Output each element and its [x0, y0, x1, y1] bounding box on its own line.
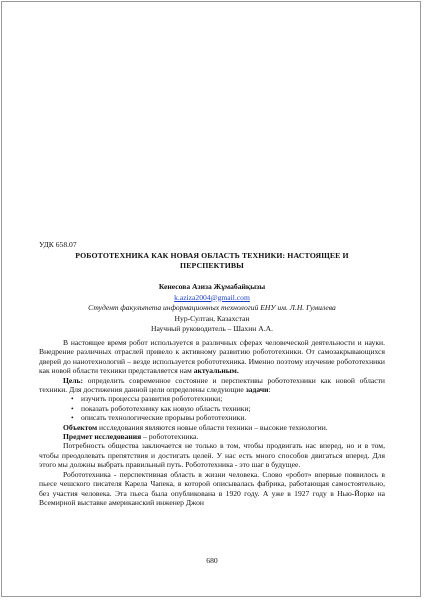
intro-paragraph: [39, 338, 385, 376]
object-text: исследования являются новые области техники – высокие технологии.: [97, 422, 328, 432]
task-item: • изучить процессы развития робототехники;: [71, 394, 385, 403]
tasks-keyword: задачи: [245, 385, 269, 395]
author-block: [39, 282, 385, 335]
paper-body: [39, 338, 385, 507]
goal-paragraph: [39, 376, 385, 395]
task-item: • описать технологические прорывы робототехники.: [71, 413, 385, 422]
goal-text: определить современное состояние и перспективы робототехники как новой области техники. Для достижения данной цели определены следующие: [39, 375, 385, 395]
udk-code: УДК 658.07: [39, 240, 77, 249]
author-location: Нур-Султан, Казахстан: [174, 313, 250, 323]
page-number: 680: [206, 556, 218, 565]
scientific-advisor: Научный руководитель – Шахин А.А.: [151, 324, 273, 334]
need-paragraph: Потребность общества заключается не только в том, чтобы продвигать нас вперед, но и в том, чтобы преодолевать препятствия и достигать целей. У нас есть много способов двигаться вперед. Для этого мы должны выбрать правильный путь. Робототехника - это шаг в будущее.: [39, 441, 385, 470]
author-email-link[interactable]: k.aziza2004@gmail.com: [174, 292, 250, 302]
history-paragraph: Робототехника - перспективная область в жизни человека. Слово «робот» впервые появилось в пьесе чешского писателя Карела Чапека, в которой описывалась фабрика, работающая самостоятельно, без участия человека. Эта пьеса была опубликована в 1920 году. А уже в 1927 году в Нью-Йорке на Всемирной выставке американский инженер Джон: [39, 469, 385, 507]
tasks-list: [39, 394, 385, 422]
author-name: Кенесова Азиза Жұмабайқызы: [158, 282, 266, 291]
task-item: • показать робототехнику как новую область техники;: [71, 404, 385, 413]
title-line-1: РОБОТОТЕХНИКА КАК НОВАЯ ОБЛАСТЬ ТЕХНИКИ: НАСТОЯЩЕЕ И: [75, 251, 349, 260]
title-line-2: ПЕРСПЕКТИВЫ: [180, 261, 244, 270]
relevance-keyword: актуальным.: [193, 366, 239, 376]
goal-colon: :: [268, 385, 271, 395]
subject-text: – робототехника.: [141, 432, 199, 442]
subject-paragraph: [39, 432, 385, 441]
object-label: Объектом: [63, 422, 98, 432]
author-affiliation: Студент факультета информационных технологий ЕНУ им. Л.Н. Гумилева: [88, 303, 336, 313]
subject-label: Предмет исследования: [63, 432, 142, 442]
paper-title: [39, 251, 385, 271]
document-page: [39, 0, 385, 600]
object-paragraph: [39, 423, 385, 432]
goal-label: Цель:: [63, 375, 84, 385]
intro-text: В настоящее время робот используется в различных сферах человеческой деятельности и науки. Внедрение различных отраслей привело к активному развитию робототехники. От самозакрывающихся дверей до нанотехнологий – везде используется робототехника. Именно поэтому изучение робототехники как новой области техники представляется нам: [39, 338, 385, 376]
